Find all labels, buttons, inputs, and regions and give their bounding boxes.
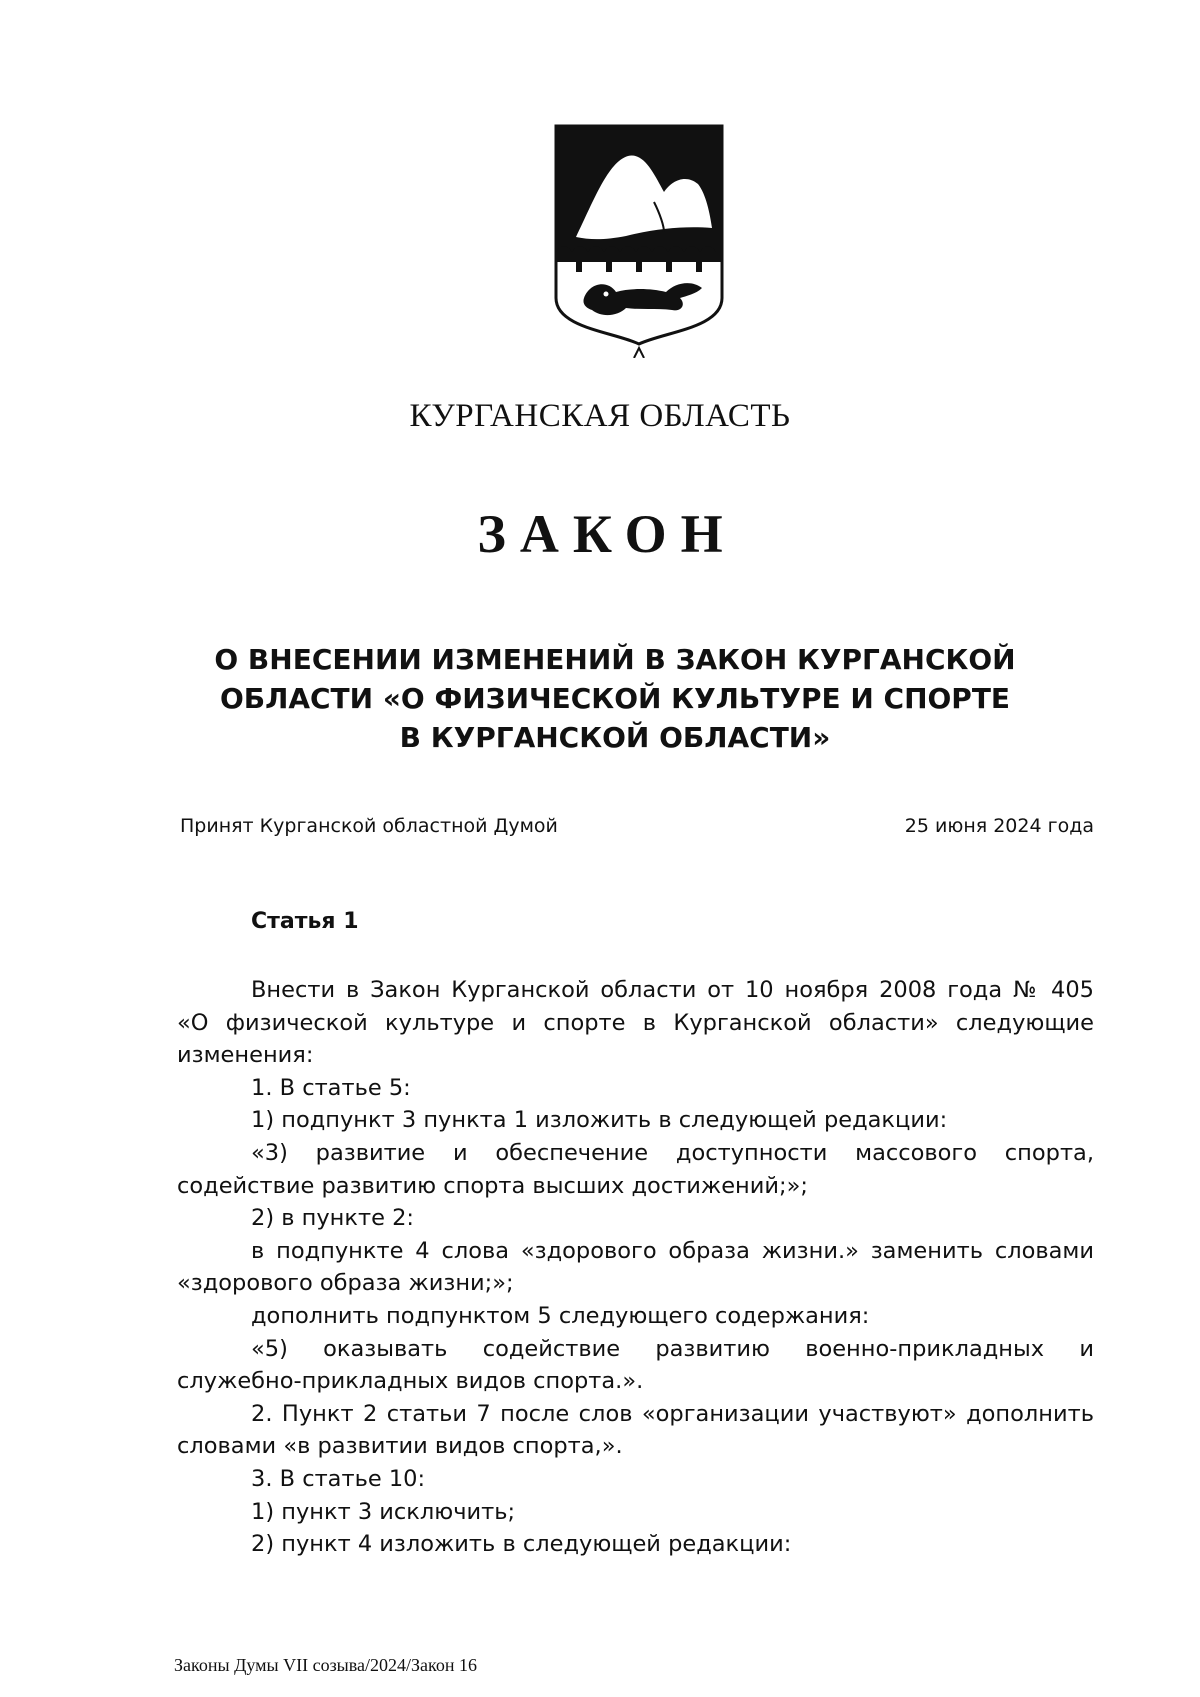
footer-reference: Законы Думы VII созыва/2024/Закон 16: [174, 1655, 477, 1675]
coat-of-arms-emblem: [546, 122, 732, 358]
adopted-date: 25 июня 2024 года: [904, 815, 1094, 837]
body-line: изменения:: [177, 1042, 314, 1069]
body-line: в подпункте 4 слова «здорового образа жизни.» заменить словами: [251, 1237, 1094, 1264]
body-line: 2) пункт 4 изложить в следующей редакции:: [251, 1531, 792, 1558]
law-title: [180, 640, 1050, 757]
article-body: [177, 974, 1094, 1561]
article-heading: Статья 1: [251, 909, 359, 934]
body-line: Внести в Закон Курганской области от 10 ноября 2008 года № 405: [251, 977, 1094, 1003]
body-line: 1. В статье 5:: [251, 1074, 411, 1101]
body-line: содействие развитию спорта высших достижений;»;: [177, 1172, 808, 1199]
body-line: 1) пункт 3 исключить;: [251, 1498, 516, 1525]
body-line: «О физической культуре и спорте в Курганской области» следующие: [177, 1009, 1094, 1036]
body-line: служебно-прикладных видов спорта.».: [177, 1368, 644, 1395]
body-line: 3. В статье 10:: [251, 1465, 426, 1492]
body-line: «3) развитие и обеспечение доступности массового спорта,: [251, 1139, 1094, 1166]
body-line: словами «в развитии видов спорта,».: [177, 1433, 623, 1460]
adopted-by: Принят Курганской областной Думой: [180, 815, 558, 837]
region-name: КУРГАНСКАЯ ОБЛАСТЬ: [409, 398, 791, 434]
document-type: ЗАКОН: [477, 504, 737, 564]
body-line: дополнить подпунктом 5 следующего содержания:: [251, 1302, 870, 1329]
body-line: «5) оказывать содействие развитию военно-прикладных и: [251, 1335, 1094, 1362]
body-line: «здорового образа жизни;»;: [177, 1270, 514, 1297]
law-title-line: ОБЛАСТИ «О ФИЗИЧЕСКОЙ КУЛЬТУРЕ И СПОРТЕ: [219, 682, 1011, 715]
law-title-line: О ВНЕСЕНИИ ИЗМЕНЕНИЙ В ЗАКОН КУРГАНСКОЙ: [214, 643, 1016, 676]
body-line: 2. Пункт 2 статьи 7 после слов «организации участвуют» дополнить: [251, 1400, 1094, 1427]
body-line: 1) подпункт 3 пункта 1 изложить в следующей редакции:: [251, 1107, 948, 1134]
law-title-line: В КУРГАНСКОЙ ОБЛАСТИ»: [399, 721, 831, 754]
body-line: 2) в пункте 2:: [251, 1205, 414, 1232]
